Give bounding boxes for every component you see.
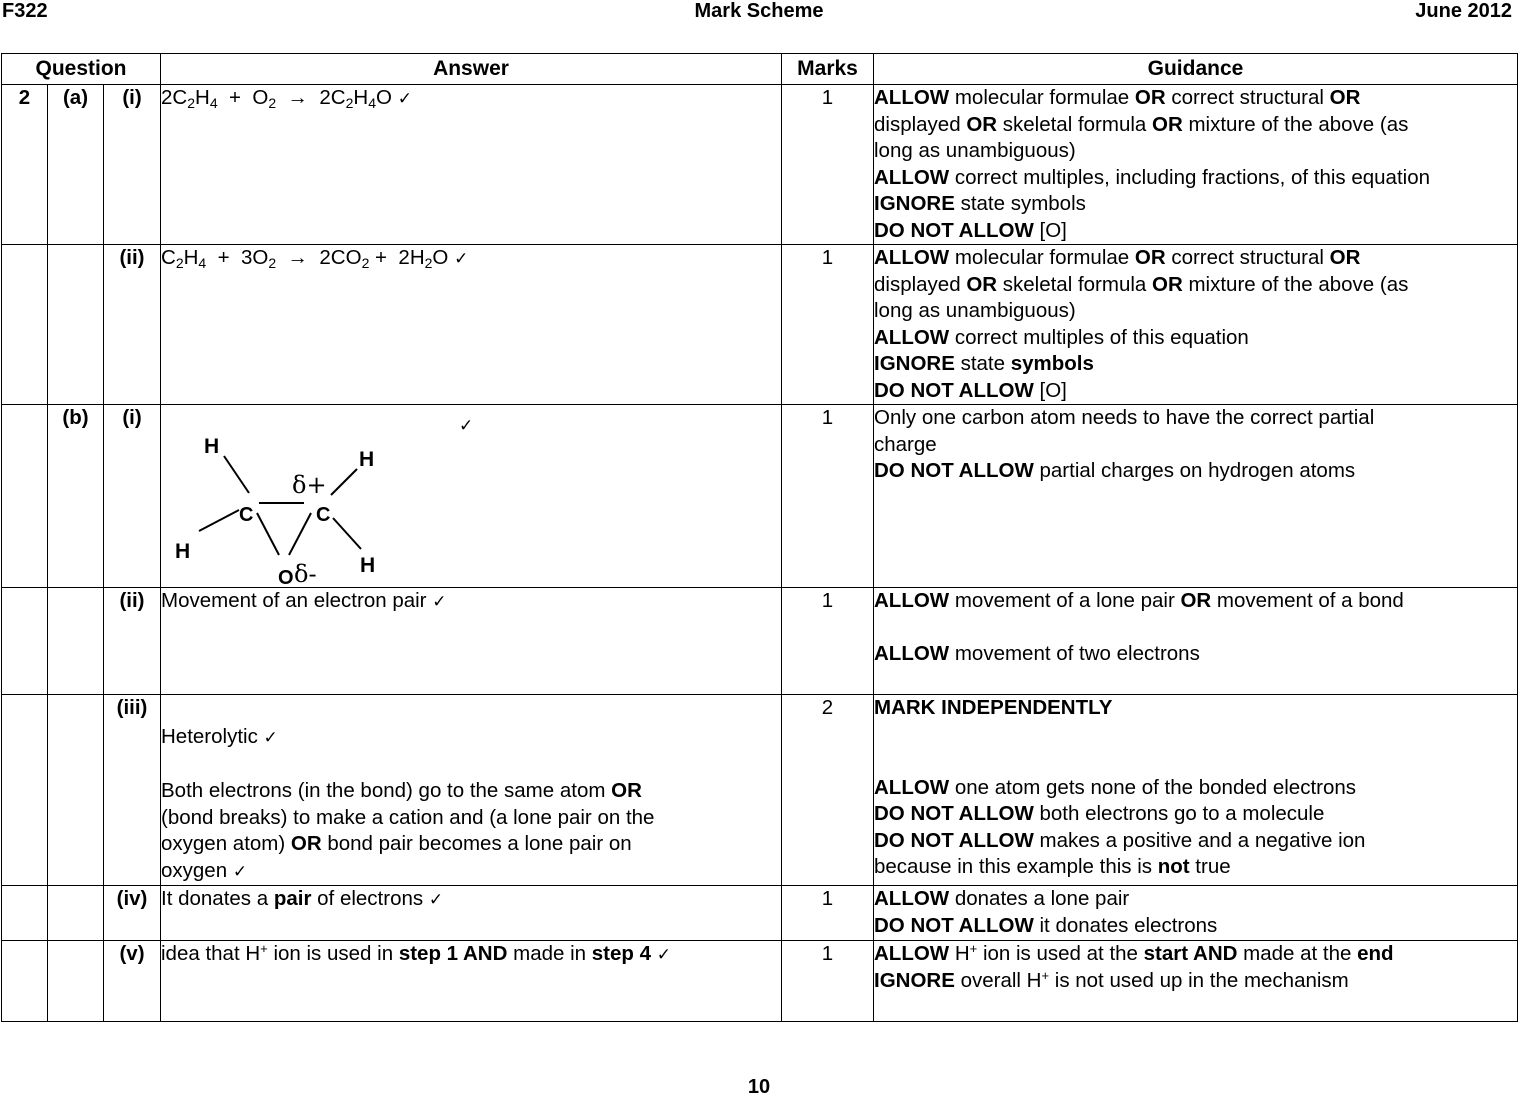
bond-line (333, 518, 361, 549)
question-subpart: (i) (104, 85, 161, 245)
question-subpart: (i) (104, 405, 161, 588)
answer-cell: idea that H+ ion is used in step 1 AND made in step 4 ✓ (161, 941, 782, 1022)
check-icon: ✓ (263, 728, 278, 748)
question-subpart: (ii) (104, 245, 161, 405)
answer-cell (161, 85, 782, 245)
check-icon: ✓ (232, 861, 248, 882)
equation-text: $2C_2H_4 + O_2 \to 2C_2H_4O$ (161, 86, 398, 111)
document-code: F322 (2, 0, 48, 22)
check-icon: ✓ (432, 592, 447, 612)
guidance-cell: ALLOW movement of a lone pair OR movement of a bond ALLOW movement of two electrons (874, 588, 1518, 695)
epoxide-diagram (161, 405, 781, 585)
guidance-cell: ALLOW donates a lone pair DO NOT ALLOW it donates electrons (874, 886, 1518, 941)
question-number: 2 (2, 85, 48, 245)
header-row (2, 54, 1518, 85)
table-row (2, 405, 1518, 588)
table-row (2, 85, 1518, 245)
table-row (2, 695, 1518, 886)
question-part: (a) (48, 85, 104, 245)
guidance-cell: MARK INDEPENDENTLY ALLOW one atom gets none of the bonded electrons DO NOT ALLOW both electrons go to a molecule DO NOT ALLOW makes a positive and a negative ion because in this example this is not true (874, 695, 1518, 886)
equation-text: $C_2H_4 + 3O_2 \to 2CO_2 + 2H_2O$ (161, 246, 455, 271)
marks-cell: 2 (782, 695, 874, 886)
answer-cell: Heterolytic ✓ Both electrons (in the bond) go to the same atom OR (bond breaks) to make a cation and (a lone pair on the oxygen atom) OR bond pair becomes a lone pair on oxygen ✓ (161, 695, 782, 886)
marks-header: Marks (782, 54, 874, 85)
document-title: Mark Scheme (694, 0, 824, 22)
atom-label: C (316, 504, 331, 526)
bond-line (199, 510, 239, 531)
check-icon: ✓ (459, 416, 474, 436)
check-icon: ✓ (454, 249, 469, 269)
atom-label: C (239, 504, 254, 526)
marks-cell: 1 (782, 886, 874, 941)
table-row (2, 941, 1518, 1022)
question-subpart: (iv) (104, 886, 161, 941)
guidance-cell: ALLOW molecular formulae OR correct structural OR displayed OR skeletal formula OR mixture of the above (as long as unambiguous) ALLOW correct multiples of this equation IGNORE state symbols DO NOT ALLOW [O] (874, 245, 1518, 405)
atom-label: H (204, 435, 220, 458)
answer-cell: Movement of an electron pair ✓ (161, 588, 782, 695)
atom-label: H (175, 540, 191, 563)
atom-label: H (360, 554, 376, 577)
question-subpart: (v) (104, 941, 161, 1022)
question-subpart: (ii) (104, 588, 161, 695)
answer-cell (161, 245, 782, 405)
check-icon: ✓ (656, 945, 671, 965)
mark-scheme-table (1, 53, 1518, 1022)
bond-line (331, 469, 357, 495)
table-row (2, 245, 1518, 405)
table-row (2, 886, 1518, 941)
epoxide-structure (161, 405, 781, 585)
document-date: June 2012 (1415, 0, 1512, 22)
marks-cell: 1 (782, 941, 874, 1022)
bond-line (289, 513, 311, 555)
question-header: Question (2, 54, 161, 85)
question-part: (b) (48, 405, 104, 588)
answer-header: Answer (161, 54, 782, 85)
partial-charge: δ+ (292, 471, 327, 499)
check-icon: ✓ (428, 890, 444, 910)
bond-line (224, 456, 249, 493)
marks-cell: 1 (782, 245, 874, 405)
marks-cell: 1 (782, 85, 874, 245)
bond-line (257, 513, 279, 555)
guidance-cell: Only one carbon atom needs to have the correct partial charge DO NOT ALLOW partial charges on hydrogen atoms (874, 405, 1518, 588)
guidance-cell: ALLOW molecular formulae OR correct structural OR displayed OR skeletal formula OR mixture of the above (as long as unambiguous) ALLOW correct multiples, including fractions, of this equation IGNORE state symbols DO NOT ALLOW [O] (874, 85, 1518, 245)
atom-label: O (278, 567, 294, 585)
table-row (2, 588, 1518, 695)
guidance-cell: ALLOW H+ ion is used at the start AND made at the end IGNORE overall H+ is not used up in the mechanism (874, 941, 1518, 1022)
question-subpart: (iii) (104, 695, 161, 886)
page-number: 10 (747, 1076, 771, 1098)
guidance-header: Guidance (874, 54, 1518, 85)
partial-charge: δ- (294, 560, 317, 585)
marks-cell: 1 (782, 588, 874, 695)
atom-label: H (359, 448, 375, 471)
answer-cell (161, 405, 782, 588)
answer-cell: It donates a pair of electrons ✓ (161, 886, 782, 941)
marks-cell: 1 (782, 405, 874, 588)
check-icon: ✓ (397, 89, 412, 109)
